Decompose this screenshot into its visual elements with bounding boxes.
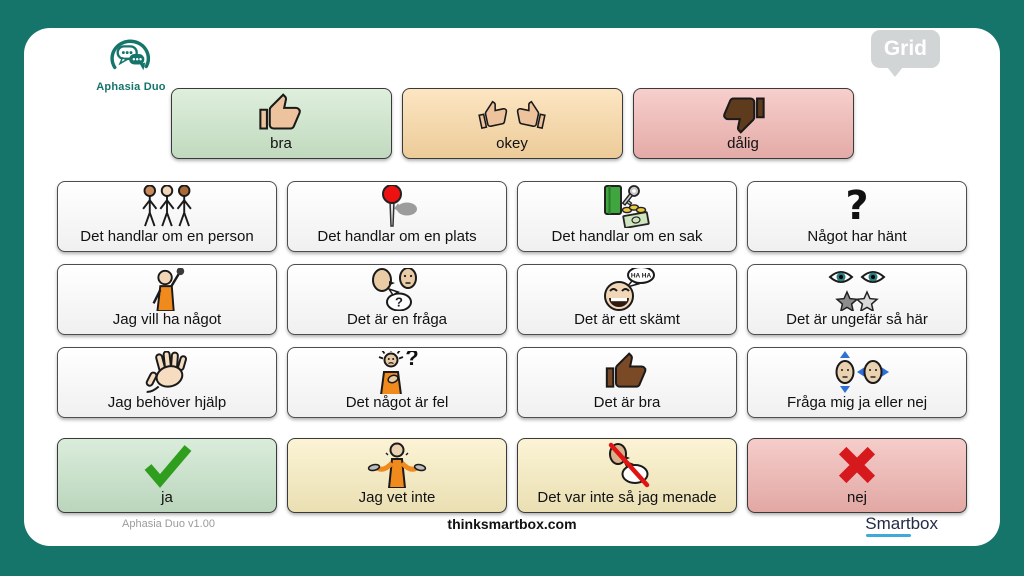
cell-det-handlar-om-en-person[interactable] [57, 181, 277, 252]
shrug-person-icon [366, 442, 428, 489]
thumbs-down-dark-icon [717, 92, 769, 135]
cell-label: Jag vill ha något [112, 310, 222, 328]
cell-det-var-inte-sa-jag-menade[interactable] [517, 438, 737, 513]
main-panel [24, 28, 1000, 546]
objects-icon [600, 185, 654, 228]
cell-label: ja [161, 488, 173, 506]
cell-label: Det är ungefär så här [786, 310, 928, 328]
confused-person-icon [371, 351, 423, 394]
cell-label: Det är bra [593, 393, 661, 411]
cell-label: Jag behöver hjälp [107, 393, 227, 411]
grid-logo-badge [871, 30, 940, 68]
cell-bra[interactable] [171, 88, 392, 159]
cell-label: Något har hänt [807, 227, 907, 245]
cross-icon [834, 442, 880, 489]
check-icon [139, 442, 195, 489]
open-hand-icon [139, 351, 195, 394]
response-row [57, 438, 967, 513]
okay-hands-icon [475, 92, 549, 135]
cell-jag-behover-hjalp[interactable] [57, 347, 277, 418]
question-speech-icon [369, 268, 425, 311]
cell-okey[interactable] [402, 88, 623, 159]
cell-nagot-har-hant[interactable] [747, 181, 967, 252]
cell-label: Fråga mig ja eller nej [786, 393, 928, 411]
smartbox-logo-underline [866, 534, 911, 537]
cell-label: Det är en fråga [346, 310, 448, 328]
cell-jag-vill-ha-nagot[interactable] [57, 264, 277, 335]
smartbox-logo [865, 514, 938, 534]
thumbs-up-light-icon [255, 92, 307, 135]
svg-text:?: ? [395, 294, 403, 310]
grid-logo-text: Grid [883, 37, 927, 60]
cell-label: Jag vet inte [358, 488, 436, 506]
cell-ja[interactable] [57, 438, 277, 513]
svg-text:HA HA: HA HA [630, 272, 652, 280]
cell-label: Det handlar om en person [80, 227, 254, 245]
yes-no-faces-icon [825, 351, 889, 394]
map-pin-icon [372, 185, 422, 228]
footer [24, 514, 1000, 538]
cell-label: bra [270, 134, 292, 152]
cell-dalig[interactable] [633, 88, 854, 159]
question-mark-icon: ? [845, 185, 869, 228]
svg-text:?: ? [405, 351, 419, 371]
cell-det-ar-en-fraga[interactable] [287, 264, 507, 335]
aphasia-duo-logo-icon [106, 63, 156, 80]
cell-label: Det handlar om en sak [551, 227, 703, 245]
cell-det-handlar-om-en-sak[interactable] [517, 181, 737, 252]
cell-label: Det var inte så jag menade [537, 488, 717, 506]
cell-label: Det något är fel [345, 393, 449, 411]
communication-grid [24, 88, 1000, 513]
cell-det-ar-ungefar-sa-har[interactable] [747, 264, 967, 335]
smartbox-logo-text: Smartbox [865, 514, 938, 533]
cell-label: Det handlar om en plats [317, 227, 477, 245]
topic-grid [57, 181, 967, 418]
laughing-face-icon [598, 268, 656, 311]
cell-det-ar-bra[interactable] [517, 347, 737, 418]
cell-label: dålig [727, 134, 759, 152]
cell-det-ar-ett-skamt[interactable] [517, 264, 737, 335]
raised-hand-person-icon [144, 268, 190, 311]
people-icon [138, 185, 196, 228]
cell-fraga-mig-ja-eller-nej[interactable] [747, 347, 967, 418]
cell-det-handlar-om-en-plats[interactable] [287, 181, 507, 252]
version-text: Aphasia Duo v1.00 [122, 518, 215, 530]
cell-jag-vet-inte[interactable] [287, 438, 507, 513]
header [24, 28, 1000, 93]
cell-label: Det är ett skämt [574, 310, 680, 328]
website-text: thinksmartbox.com [447, 516, 577, 532]
aphasia-duo-logo-text: Aphasia Duo [96, 81, 166, 93]
cell-nej[interactable] [747, 438, 967, 513]
cell-label: okey [496, 134, 528, 152]
crossed-speech-icon [600, 442, 654, 489]
thumbs-up-dark-icon [602, 351, 652, 394]
cell-det-nagot-ar-fel[interactable] [287, 347, 507, 418]
eyes-stars-icon [826, 268, 888, 311]
aphasia-duo-logo [86, 34, 176, 93]
rating-row [57, 88, 967, 159]
cell-label: nej [846, 488, 868, 506]
grid-logo-tail [887, 67, 903, 77]
